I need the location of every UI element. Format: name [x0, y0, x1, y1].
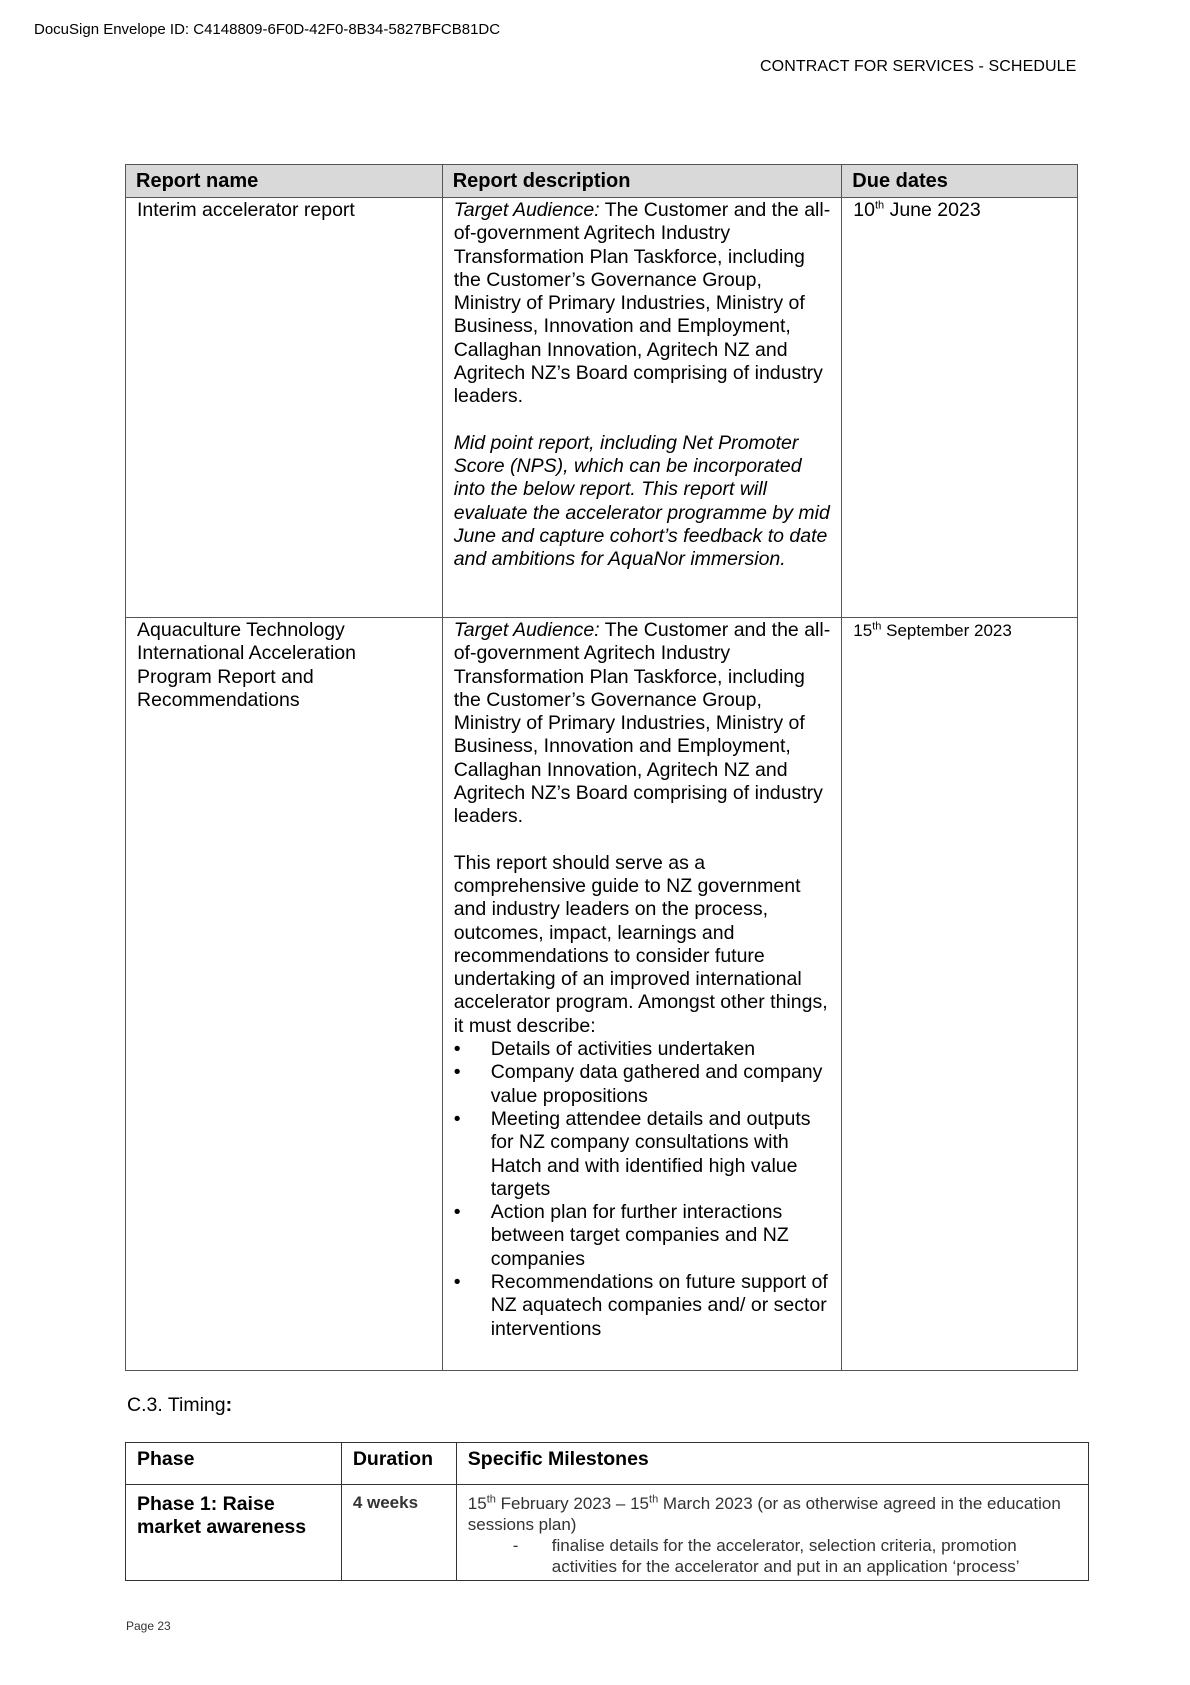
timing-section-heading: [127, 1394, 232, 1417]
milestone-sub-item-text: finalise details for the accelerator, selection criteria, promotion activities for the accelerator and put in an application ‘process’: [551, 1536, 1020, 1576]
document-header-title: CONTRACT FOR SERVICES - SCHEDULE: [760, 58, 1077, 75]
bullet-icon: •: [453, 1038, 461, 1061]
header-phase: Phase: [126, 1443, 342, 1485]
target-audience-label: Target Audience:: [453, 619, 600, 641]
list-item: [454, 1271, 831, 1341]
list-item: [454, 1038, 831, 1061]
list-item-text: Meeting attendee details and outputs for NZ company consultations with Hatch and with identified high value targets: [490, 1107, 811, 1200]
report-detail-paragraph: Mid point report, including Net Promoter Score (NPS), which can be incorporated into the below report. This report will evaluate the accelerator programme by mid June and capture cohort’s feedback to date and ambitions for AquaNor immersion.: [453, 431, 830, 571]
target-audience-label: Target Audience:: [453, 199, 600, 221]
phase-name: Phase 1: Raise market awareness: [137, 1493, 307, 1538]
target-audience-text: The Customer and the all-of-government Agritech Industry Transformation Plan Taskforce, including the Customer’s Governance Group, Ministry of Primary Industries, Ministry of Business, Innovation and Employment, Callaghan Innovation, Agritech NZ and Agritech NZ’s Board comprising of industry leaders.: [453, 199, 831, 408]
report-detail-paragraph: This report should serve as a comprehensive guide to NZ government and industry leaders on the process, outcomes, impact, learnings and recommendations to consider future undertaking of an improved international accelerator program. Amongst other things, it must describe:: [453, 851, 828, 1037]
requirements-list: [454, 1038, 831, 1341]
timing-table: [125, 1442, 1089, 1581]
milestone-start-suffix: th: [486, 1493, 496, 1506]
bullet-icon: •: [453, 1107, 461, 1130]
milestone-start-day: 15: [467, 1494, 487, 1513]
due-date: [853, 621, 1012, 640]
milestone-dates: [468, 1493, 1077, 1535]
list-item: [454, 1108, 831, 1201]
due-month-year: June 2023: [884, 199, 981, 221]
timing-table-header-row: [126, 1443, 1089, 1485]
header-due-dates: Due dates: [842, 165, 1078, 198]
milestone-sub-item: [468, 1535, 1077, 1577]
page-number: Page 23: [126, 1619, 171, 1633]
header-specific-milestones: Specific Milestones: [456, 1443, 1088, 1485]
report-name-cell: [126, 618, 443, 1371]
list-item: [454, 1201, 831, 1271]
table-row: [126, 1485, 1089, 1581]
milestones-cell: [456, 1485, 1088, 1581]
duration-cell: [341, 1485, 456, 1581]
phase-cell: [126, 1485, 342, 1581]
due-date-cell: [842, 198, 1078, 618]
table-row: [126, 618, 1078, 1371]
due-day: 10: [853, 199, 875, 221]
list-item-text: Action plan for further interactions between target companies and NZ companies: [490, 1201, 789, 1270]
header-report-name: Report name: [126, 165, 443, 198]
bullet-icon: •: [453, 1201, 461, 1224]
header-duration: Duration: [341, 1443, 456, 1485]
due-day: 15: [853, 621, 873, 640]
due-date-cell: [842, 618, 1078, 1371]
report-name-cell: [126, 198, 443, 618]
report-table-header-row: [126, 165, 1078, 198]
table-row: [126, 198, 1078, 618]
target-audience-paragraph: [454, 619, 831, 829]
report-table: [125, 164, 1078, 1371]
dash-icon: -: [512, 1536, 519, 1555]
due-date: [853, 199, 980, 221]
milestone-end-text: March 2023 (or as otherwise agreed in the education sessions plan): [467, 1494, 1061, 1534]
bullet-icon: •: [453, 1271, 461, 1294]
bullet-icon: •: [453, 1061, 461, 1084]
report-description-cell: [442, 198, 842, 618]
list-item-text: Company data gathered and company value propositions: [490, 1061, 823, 1107]
due-ordinal-suffix: th: [874, 199, 885, 212]
duration-value: 4 weeks: [352, 1493, 419, 1512]
report-description-cell: [442, 618, 842, 1371]
due-month-year: September 2023: [881, 621, 1012, 640]
target-audience-paragraph: [454, 199, 831, 409]
milestone-end-suffix: th: [649, 1493, 659, 1506]
timing-heading-text: C.3. Timing: [127, 1394, 226, 1416]
target-audience-text: The Customer and the all-of-government Agritech Industry Transformation Plan Taskforce, including the Customer’s Governance Group, Ministry of Primary Industries, Ministry of Business, Innovation and Employment, Callaghan Innovation, Agritech NZ and Agritech NZ’s Board comprising of industry leaders.: [453, 619, 831, 828]
report-name: Aquaculture Technology International Acceleration Program Report and Recommendations: [137, 619, 356, 711]
timing-heading-colon: :: [225, 1394, 233, 1416]
report-name: Interim accelerator report: [137, 199, 355, 221]
header-report-description: Report description: [442, 165, 842, 198]
list-item-text: Details of activities undertaken: [490, 1038, 756, 1061]
due-ordinal-suffix: th: [872, 620, 882, 633]
list-item-text: Recommendations on future support of NZ aquatech companies and/ or sector interventions: [490, 1271, 828, 1340]
docusign-envelope-id: DocuSign Envelope ID: C4148809-6F0D-42F0-8B34-5827BFCB81DC: [34, 21, 501, 38]
milestone-start-month: February 2023 – 15: [495, 1494, 650, 1513]
list-item: [454, 1061, 831, 1108]
